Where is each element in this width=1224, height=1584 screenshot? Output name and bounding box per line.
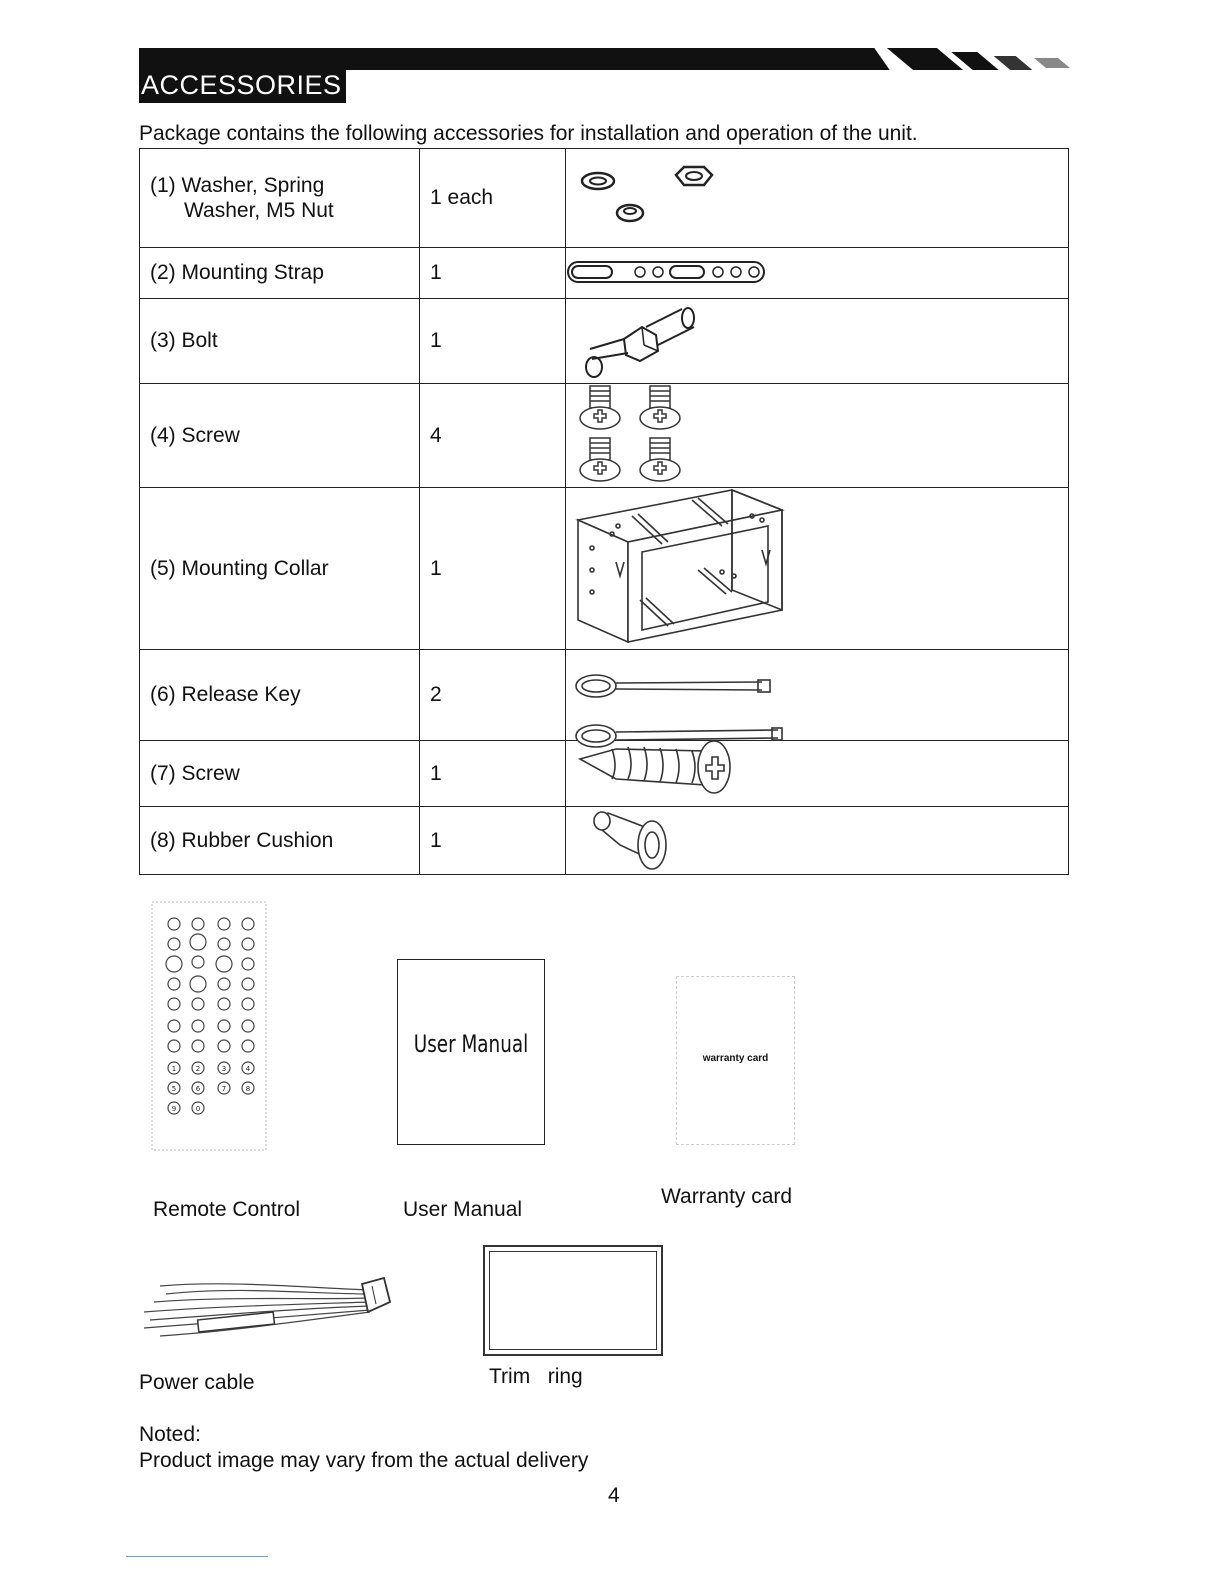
user-manual-icon (397, 959, 545, 1145)
section-title: ACCESSORIES (139, 68, 346, 103)
header-band (139, 48, 874, 70)
table-row (140, 807, 1069, 875)
user-manual-cover-text: User Manual (413, 1030, 529, 1058)
accessories-table (139, 148, 1069, 875)
item-qty: 1 (420, 741, 566, 807)
item-qty: 4 (420, 384, 566, 488)
trim-ring-label: Trim ring (489, 1365, 583, 1388)
table-row (140, 488, 1069, 650)
table-row (140, 384, 1069, 488)
item-name: (8) Rubber Cushion (140, 807, 420, 875)
user-manual-label: User Manual (403, 1198, 523, 1221)
item-name: (1) Washer, Spring (150, 174, 325, 197)
item-image-cell (566, 807, 1069, 875)
item-name: (3) Bolt (140, 299, 420, 384)
long-screw-icon (576, 739, 756, 809)
trim-ring-inner (489, 1251, 657, 1350)
warranty-cover-text: warranty card (702, 1053, 769, 1064)
remote-key: 4 (245, 1065, 251, 1073)
footer-rule (126, 1556, 268, 1557)
item-qty: 1 (420, 299, 566, 384)
table-row (140, 248, 1069, 299)
remote-control-label: Remote Control (153, 1198, 301, 1221)
item-image-cell (566, 149, 1069, 248)
warranty-card-label: Warranty card (661, 1185, 793, 1208)
item-image-cell (566, 488, 1069, 650)
remote-control-icon (150, 900, 270, 1152)
item-name: Washer, M5 Nut (184, 199, 334, 222)
item-name: (5) Mounting Collar (140, 488, 420, 650)
rubber-cushion-icon (590, 809, 680, 879)
mounting-collar-icon (572, 490, 792, 650)
item-qty: 2 (420, 650, 566, 741)
remote-key: 0 (195, 1105, 201, 1113)
remote-key: 3 (221, 1065, 227, 1073)
item-image-cell (566, 248, 1069, 299)
item-image-cell (566, 384, 1069, 488)
item-qty: 1 (420, 248, 566, 299)
header-stripe (994, 56, 1033, 70)
note-heading: Noted: (139, 1423, 201, 1446)
table-row (140, 149, 1069, 248)
trim-ring-icon (483, 1245, 663, 1356)
item-qty: 1 (420, 807, 566, 875)
remote-key: 8 (245, 1085, 251, 1093)
washer-nut-icon (574, 163, 734, 243)
remote-key: 5 (171, 1085, 177, 1093)
item-qty: 1 (420, 488, 566, 650)
table-row (140, 299, 1069, 384)
item-name: (6) Release Key (140, 650, 420, 741)
screw-icon (572, 384, 702, 484)
warranty-card-icon (676, 976, 795, 1145)
bolt-icon (584, 305, 714, 385)
mounting-strap-icon (566, 258, 776, 288)
item-name: (2) Mounting Strap (140, 248, 420, 299)
item-image-cell (566, 650, 1069, 741)
item-qty: 1 each (420, 149, 566, 248)
remote-key: 9 (171, 1105, 177, 1113)
remote-key: 7 (221, 1085, 227, 1093)
remote-key: 1 (171, 1065, 177, 1073)
item-name-cell (140, 149, 420, 248)
remote-key: 6 (195, 1085, 201, 1093)
power-cable-icon (140, 1272, 400, 1344)
note-text: Product image may vary from the actual delivery (139, 1449, 589, 1472)
page-number: 4 (608, 1484, 620, 1507)
item-image-cell (566, 299, 1069, 384)
item-image-cell (566, 741, 1069, 807)
item-name: (7) Screw (140, 741, 420, 807)
header-stripe (1034, 58, 1070, 68)
remote-key: 2 (195, 1065, 201, 1073)
power-cable-label: Power cable (139, 1371, 255, 1394)
table-row (140, 741, 1069, 807)
intro-text: Package contains the following accessories for installation and operation of the unit. (139, 122, 918, 145)
table-row (140, 650, 1069, 741)
item-name: (4) Screw (140, 384, 420, 488)
